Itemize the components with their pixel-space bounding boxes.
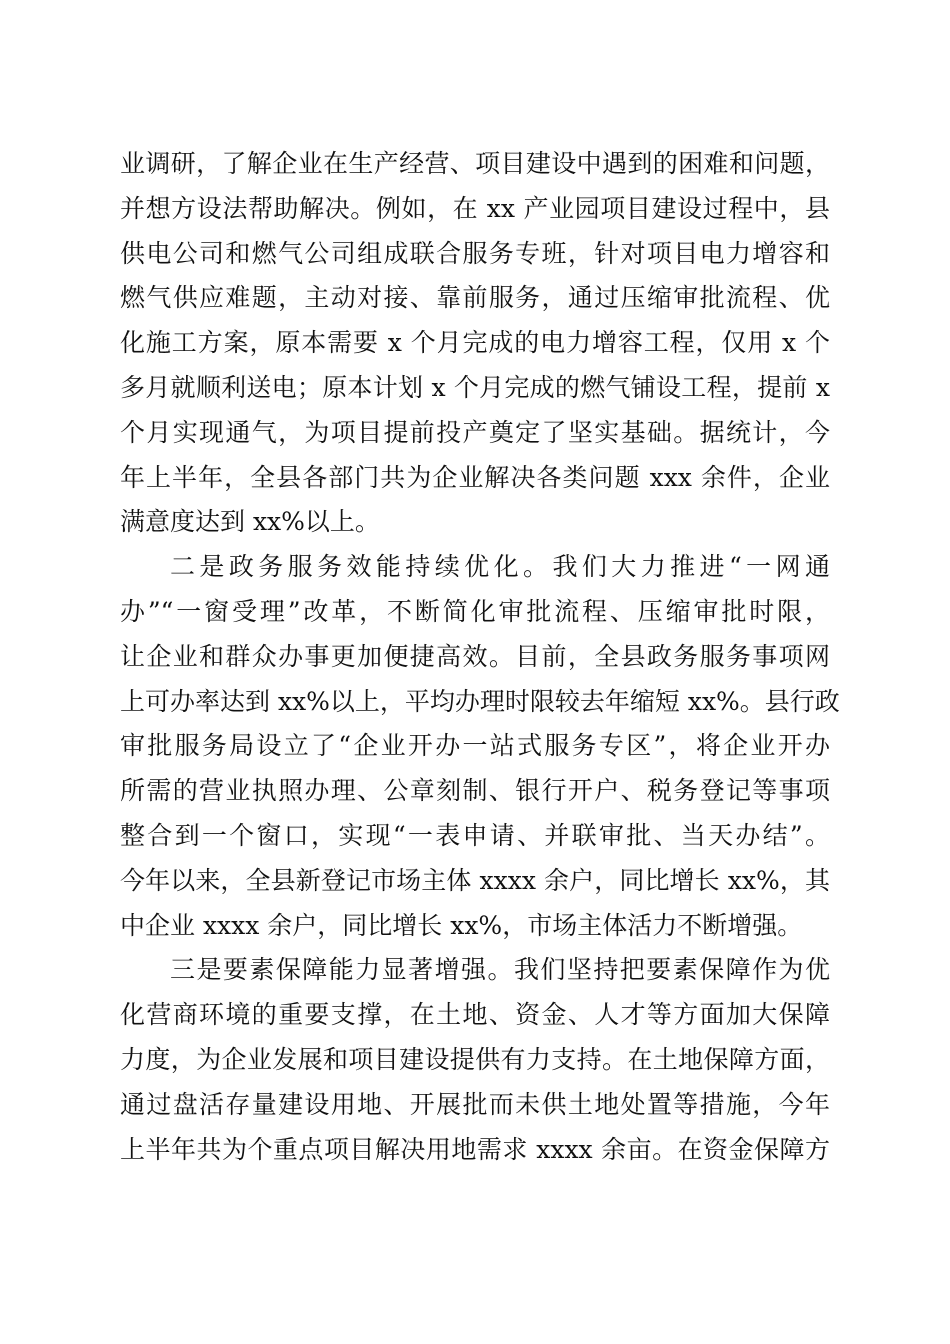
text-line: 满意度达到 xx%以上。 bbox=[120, 507, 380, 537]
text-line: 化施工方案，原本需要 x 个月完成的电力增容工程，仅用 x 个 bbox=[120, 328, 830, 358]
text-line: 三是要素保障能力显著增强。我们坚持把要素保障作为优 bbox=[170, 955, 830, 985]
text-line: 力度，为企业发展和项目建设提供有力支持。在土地保障方面， bbox=[120, 1044, 830, 1074]
text-line: 所需的营业执照办理、公章刻制、银行开户、税务登记等事项 bbox=[120, 776, 830, 806]
text-line: 燃气供应难题，主动对接、靠前服务，通过压缩审批流程、优 bbox=[120, 283, 830, 313]
text-line: 通过盘活存量建设用地、开展批而未供土地处置等措施，今年 bbox=[120, 1089, 830, 1119]
text-line: 业调研，了解企业在生产经营、项目建设中遇到的困难和问题， bbox=[120, 149, 830, 178]
text-line: 二是政务服务效能持续优化。我们大力推进“一网通 bbox=[170, 552, 830, 582]
paragraph-2 bbox=[120, 545, 840, 948]
text-line: 让企业和群众办事更加便捷高效。目前，全县政务服务事项网 bbox=[120, 641, 830, 671]
text-line: 办”“一窗受理”改革，不断简化审批流程、压缩审批时限， bbox=[120, 596, 830, 626]
text-line: 个月实现通气，为项目提前投产奠定了坚实基础。据统计，今 bbox=[120, 417, 830, 447]
text-line: 整合到一个窗口，实现“一表申请、并联审批、当天办结”。 bbox=[120, 820, 830, 850]
document-body bbox=[120, 142, 840, 1172]
paragraph-1 bbox=[120, 142, 830, 545]
text-line: 供电公司和燃气公司组成联合服务专班，针对项目电力增容和 bbox=[120, 238, 830, 268]
text-line: 多月就顺利送电；原本计划 x 个月完成的燃气铺设工程，提前 x bbox=[120, 372, 830, 402]
text-line: 中企业 xxxx 余户，同比增长 xx%，市场主体活力不断增强。 bbox=[120, 910, 803, 940]
text-line: 上可办率达到 xx%以上，平均办理时限较去年缩短 xx%。县行政 bbox=[120, 686, 840, 716]
text-line: 并想方设法帮助解决。例如，在 xx 产业园项目建设过程中，县 bbox=[120, 193, 830, 223]
text-line: 化营商环境的重要支撑，在土地、资金、人才等方面加大保障 bbox=[120, 1000, 830, 1030]
paragraph-3 bbox=[120, 948, 830, 1172]
text-line: 上半年共为个重点项目解决用地需求 xxxx 余亩。在资金保障方 bbox=[120, 1134, 830, 1164]
text-line: 今年以来，全县新登记市场主体 xxxx 余户，同比增长 xx%，其 bbox=[120, 865, 830, 895]
text-line: 审批服务局设立了“企业开办一站式服务专区”，将企业开办 bbox=[120, 731, 830, 761]
text-line: 年上半年，全县各部门共为企业解决各类问题 xxx 余件，企业 bbox=[120, 462, 830, 492]
